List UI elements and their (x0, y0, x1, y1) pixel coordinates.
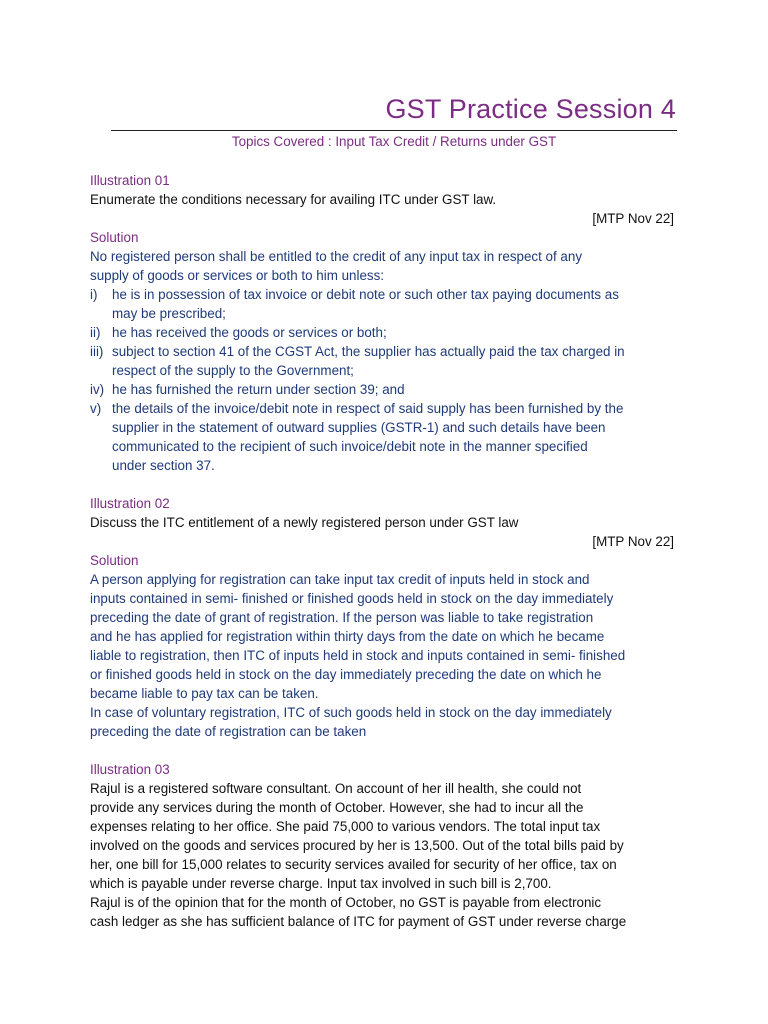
list-item (90, 285, 678, 304)
list-item (90, 399, 678, 418)
list-item (90, 380, 678, 399)
solution-line: liable to registration, then ITC of inputs held in stock and inputs contained in semi- finished (90, 648, 626, 663)
list-number: v) (90, 401, 102, 416)
question-line: involved on the goods and services procured by her is 13,500. Out of the total bills paid by (90, 838, 624, 853)
document-title: GST Practice Session 4 (385, 94, 676, 124)
question-line: cash ledger as she has sufficient balance of ITC for payment of GST under reverse charge (90, 914, 627, 929)
list-item-continuation: communicated to the recipient of such invoice/debit note in the manner specified (112, 439, 588, 454)
question-line: Rajul is a registered software consultant. On account of her ill health, she could not (90, 781, 582, 796)
list-number: iii) (90, 344, 104, 359)
list-item-text: the details of the invoice/debit note in respect of said supply has been furnished by the (112, 401, 624, 416)
solution-line: became liable to pay tax can be taken. (90, 686, 319, 701)
solution-line: No registered person shall be entitled to the credit of any input tax in respect of any (90, 249, 583, 264)
question-line: expenses relating to her office. She paid 75,000 to various vendors. The total input tax (90, 819, 601, 834)
list-item-text: he has furnished the return under section 39; and (112, 382, 405, 397)
question-text: Enumerate the conditions necessary for availing ITC under GST law. (90, 192, 497, 207)
list-number: i) (90, 287, 98, 302)
question-line: her, one bill for 15,000 relates to security services availed for security of her office, tax on (90, 857, 617, 872)
title-divider (111, 130, 677, 131)
solution-line: preceding the date of registration can be taken (90, 724, 367, 739)
list-item-text: subject to section 41 of the CGST Act, the supplier has actually paid the tax charged in (112, 344, 625, 359)
solution-label: Solution (90, 230, 139, 245)
list-number: ii) (90, 325, 101, 340)
question-line: Rajul is of the opinion that for the month of October, no GST is payable from electronic (90, 895, 602, 910)
list-item-continuation: respect of the supply to the Government; (112, 363, 354, 378)
question-text: Discuss the ITC entitlement of a newly registered person under GST law (90, 515, 519, 530)
solution-line: supply of goods or services or both to him unless: (90, 268, 384, 283)
section-spacer (90, 741, 678, 760)
solution-line: inputs contained in semi- finished or finished goods held in stock on the day immediately (90, 591, 614, 606)
illustration-heading: Illustration 02 (90, 496, 170, 511)
solution-line: In case of voluntary registration, ITC of such goods held in stock on the day immediately (90, 705, 612, 720)
document-body (90, 171, 678, 931)
question-line: provide any services during the month of October. However, she had to incur all the (90, 800, 584, 815)
source-reference: [MTP Nov 22] (592, 211, 674, 226)
solution-line: preceding the date of grant of registration. If the person was liable to take registration (90, 610, 594, 625)
solution-line: A person applying for registration can take input tax credit of inputs held in stock and (90, 572, 590, 587)
list-item-continuation: supplier in the statement of outward supplies (GSTR-1) and such details have been (112, 420, 606, 435)
solution-line: or finished goods held in stock on the day immediately preceding the date on which he (90, 667, 602, 682)
list-item-text: he is in possession of tax invoice or debit note or such other tax paying documents as (112, 287, 619, 302)
list-item-text: he has received the goods or services or both; (112, 325, 387, 340)
list-item-continuation: under section 37. (112, 458, 215, 473)
list-item (90, 323, 678, 342)
list-item (90, 342, 678, 361)
solution-label: Solution (90, 553, 139, 568)
source-reference: [MTP Nov 22] (592, 534, 674, 549)
topics-covered: Topics Covered : Input Tax Credit / Returns under GST (231, 134, 557, 149)
illustration-heading: Illustration 03 (90, 762, 170, 777)
solution-line: and he has applied for registration within thirty days from the date on which he became (90, 629, 605, 644)
list-item-continuation: may be prescribed; (112, 306, 226, 321)
section-spacer (90, 475, 678, 494)
illustration-heading: Illustration 01 (90, 173, 170, 188)
question-line: which is payable under reverse charge. Input tax involved in such bill is 2,700. (90, 876, 552, 891)
list-number: iv) (90, 382, 105, 397)
